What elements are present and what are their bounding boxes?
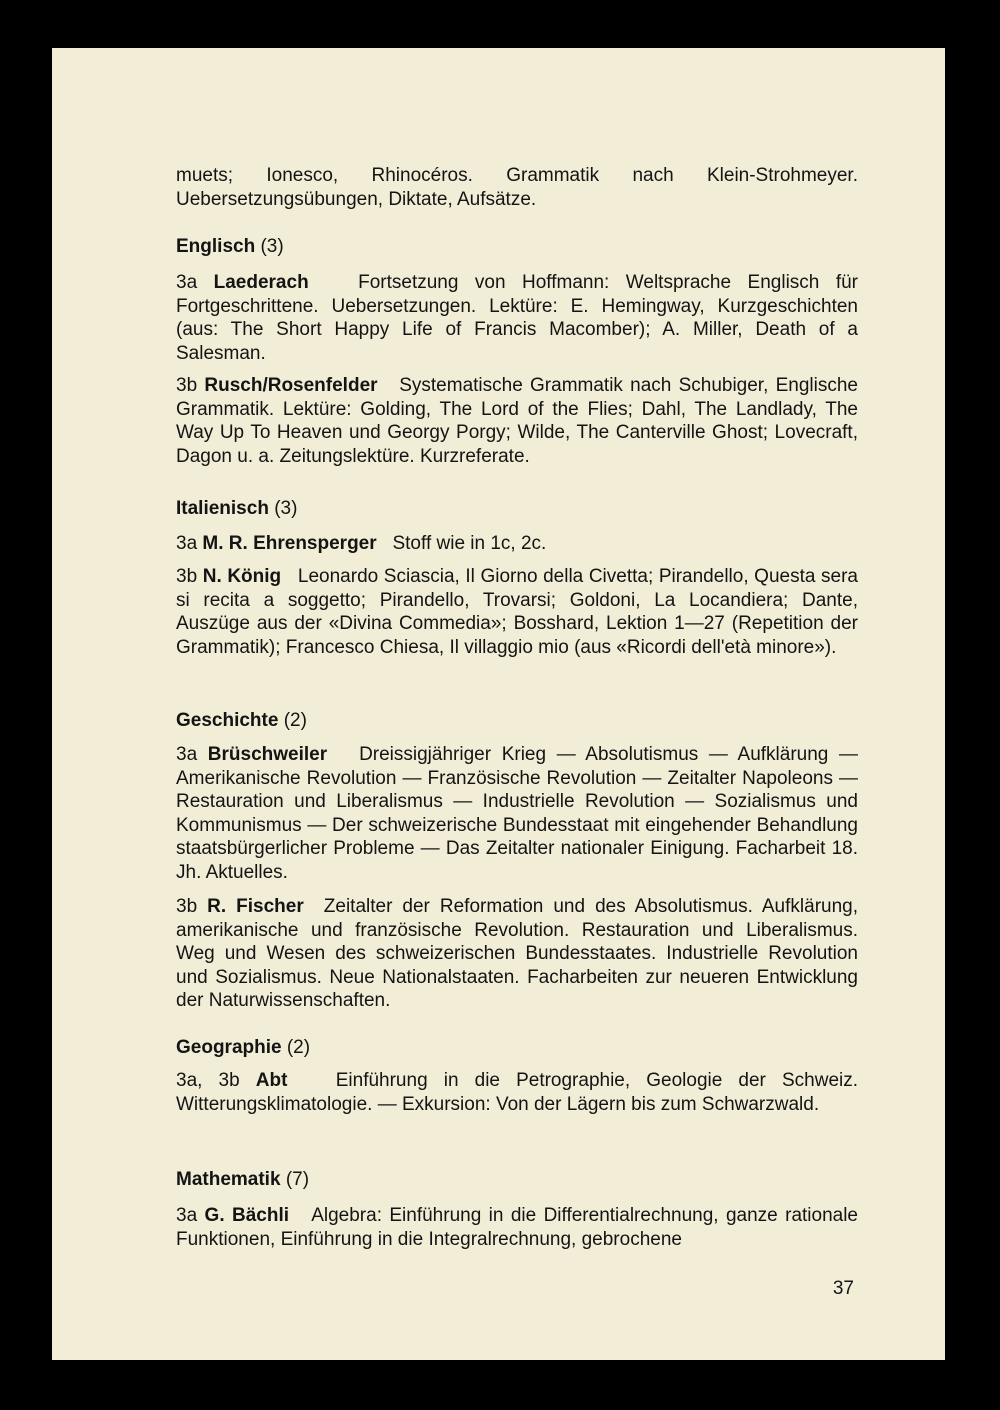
entry-geschichte-3a [176,743,858,884]
intro-text: muets; Ionesco, Rhinocéros. Grammatik nach Klein-Strohmeyer. Uebersetzungsübungen, Diktate, Aufsätze. [176,165,858,210]
section-geschichte [176,709,858,733]
class-label: 3a [176,744,198,765]
entry-italienisch-3a [176,532,858,556]
section-heading [176,497,858,521]
document-page [52,48,945,1360]
section-italienisch [176,497,858,521]
entry-text: Algebra: Einführung in die Differentialrechnung, ganze rationale Funktionen, Einführung in die Integralrechnung, gebrochene [176,1205,859,1250]
class-label: 3a [176,533,198,554]
entry-text: Zeitalter der Reformation und des Absolutismus. Aufklärung, amerikanische und französische Revolution. Restauration und Liberalismus. Weg und Wesen des schweizerischen Bundesstaates. Industrielle Revolution und Sozialismus. Neue Nationalstaaten. Facharbeiten zur neueren Entwicklung der Naturwissenschaften. [176,896,858,1011]
intro-paragraph [176,164,858,211]
subject-name: Mathematik [176,1169,281,1190]
class-label: 3a, 3b [176,1070,240,1091]
teacher-name: Rusch/Rosenfelder [204,375,378,396]
section-heading [176,709,858,733]
entry-geographie-3a-3b [176,1069,858,1116]
entry-text: Dreissigjähriger Krieg — Absolutismus — Aufklärung — Amerikanische Revolution — Französische Revolution — Zeitalter Napoleons — Restauration und Liberalismus — Industrielle Revolution — Sozialismus und Kommunismus — Der schweizerische Bundesstaat mit eingehender Behandlung staatsbürgerlicher Probleme — Das Zeitalter nationaler Einigung. Facharbeit 18. Jh. Aktuelles. [176,744,858,883]
entry-geschichte-3b [176,895,858,1013]
teacher-name: Laederach [213,272,309,293]
class-label: 3b [176,896,198,917]
section-englisch [176,235,858,259]
section-mathematik [176,1168,858,1192]
subject-hours: (3) [274,498,298,519]
class-label: 3a [176,272,198,293]
entry-italienisch-3b [176,565,858,659]
entry-englisch-3b [176,374,858,468]
section-geographie [176,1036,858,1060]
subject-hours: (3) [260,236,284,257]
class-label: 3a [176,1205,198,1226]
section-heading [176,235,858,259]
entry-text: Leonardo Sciascia, Il Giorno della Civetta; Pirandello, Questa sera si recita a soggetto; Pirandello, Trovarsi; Goldoni, La Locandiera; Dante, Auszüge aus der «Divina Commedia»; Bosshard, Lektion 1—27 (Repetition der Grammatik); Francesco Chiesa, Il villaggio mio (aus «Ricordi dell'età minore»). [176,566,858,658]
entry-text: Systematische Grammatik nach Schubiger, Englische Grammatik. Lektüre: Golding, The Lord of the Flies; Dahl, The Landlady, The Way Up To Heaven und Georgy Porgy; Wilde, The Canterville Ghost; Lovecraft, Dagon u. a. Zeitungslektüre. Kurzreferate. [176,375,858,467]
class-label: 3b [176,375,198,396]
entry-englisch-3a [176,271,858,365]
section-heading [176,1168,858,1192]
teacher-name: M. R. Ehrensperger [202,533,377,554]
subject-hours: (2) [286,1037,311,1058]
entry-mathematik-3a [176,1204,858,1251]
subject-name: Geographie [176,1037,282,1058]
entry-text: Einführung in die Petrographie, Geologie der Schweiz. Witterungsklimatologie. — Exkursion: Von der Lägern bis zum Schwarzwald. [176,1070,859,1115]
subject-name: Geschichte [176,710,279,731]
teacher-name: N. König [202,566,282,587]
subject-name: Italienisch [176,498,269,519]
teacher-name: Abt [255,1070,288,1091]
section-heading [176,1036,858,1060]
subject-hours: (7) [285,1169,310,1190]
teacher-name: Brüschweiler [207,744,328,765]
entry-text: Stoff wie in 1c, 2c. [392,533,547,554]
entry-text: Fortsetzung von Hoffmann: Weltsprache Englisch für Fortgeschrittene. Uebersetzungen. Lektüre: E. Hemingway, Kurzgeschichten (aus: The Short Happy Life of Francis Macomber); A. Miller, Death of a Salesman. [176,272,859,364]
subject-hours: (2) [283,710,307,731]
class-label: 3b [176,566,198,587]
page-number: 37 [832,1278,854,1299]
teacher-name: R. Fischer [207,896,304,917]
subject-name: Englisch [176,236,256,257]
teacher-name: G. Bächli [204,1205,290,1226]
